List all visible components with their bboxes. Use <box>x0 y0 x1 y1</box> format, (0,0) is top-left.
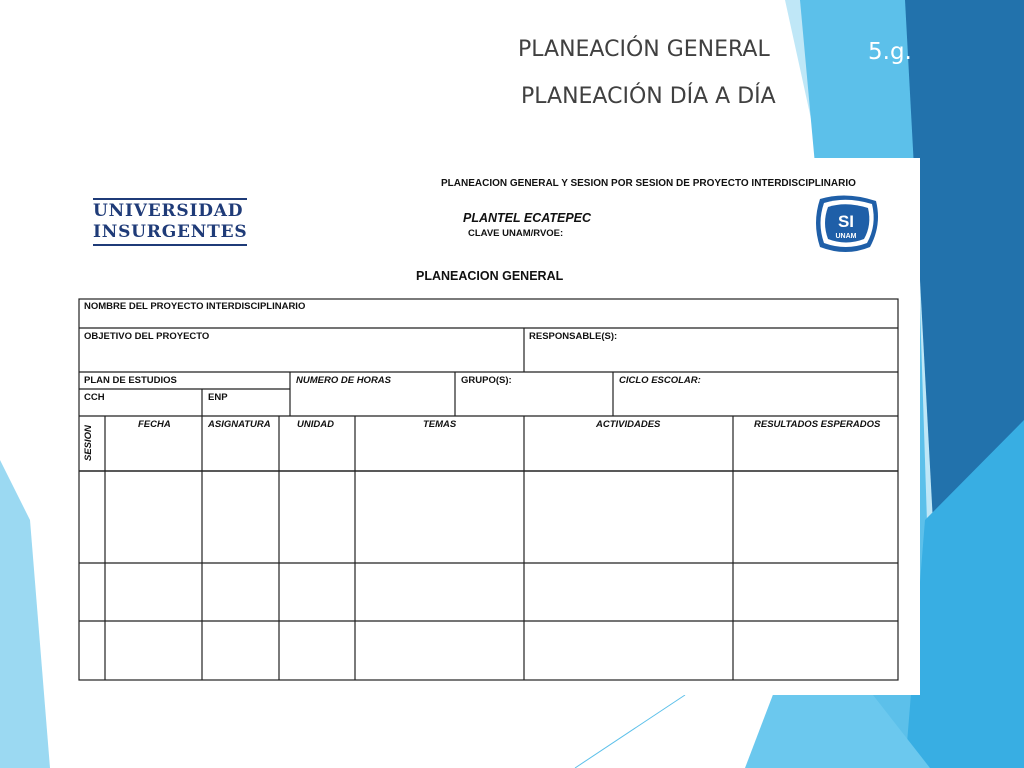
clave-label: CLAVE UNAM/RVOE: <box>468 228 564 239</box>
section-title: PLANEACION GENERAL <box>416 269 564 283</box>
field-responsible: RESPONSABLE(S): <box>529 331 618 342</box>
column-header-sesion: SESION <box>83 425 94 461</box>
column-header-asignatura: ASIGNATURA <box>208 419 271 430</box>
logo-line2: INSURGENTES <box>93 222 248 242</box>
logo-line1: UNIVERSIDAD <box>93 201 244 221</box>
field-hours: NUMERO DE HORAS <box>296 375 392 386</box>
field-cch: CCH <box>84 392 105 403</box>
column-header-unidad: UNIDAD <box>297 419 334 430</box>
bg-shape-left <box>0 460 50 768</box>
slide-title-line2: PLANEACIÓN DÍA A DÍA <box>521 84 776 109</box>
field-group: GRUPO(S): <box>461 375 512 386</box>
bg-line <box>575 695 685 768</box>
plantel-label: PLANTEL ECATEPEC <box>463 211 592 225</box>
field-plan: PLAN DE ESTUDIOS <box>84 375 177 386</box>
column-header-resultados: RESULTADOS ESPERADOS <box>754 419 881 430</box>
field-enp: ENP <box>208 392 228 403</box>
column-header-actividades: ACTIVIDADES <box>596 419 661 430</box>
slide-title-line1: PLANEACIÓN GENERAL <box>518 37 770 62</box>
field-cycle: CICLO ESCOLAR: <box>619 375 701 386</box>
slide-number: 5.g. <box>868 39 912 65</box>
badge-subtext: UNAM <box>835 233 857 240</box>
column-header-fecha: FECHA <box>138 419 171 430</box>
badge-text: SI <box>837 212 855 231</box>
field-project-name: NOMBRE DEL PROYECTO INTERDISCIPLINARIO <box>84 301 306 312</box>
document-header-title: PLANEACION GENERAL Y SESION POR SESION DE PROYECTO INTERDISCIPLINARIO <box>441 178 856 189</box>
column-header-temas: TEMAS <box>423 419 457 430</box>
field-objective: OBJETIVO DEL PROYECTO <box>84 331 210 342</box>
planning-form-document <box>72 158 920 695</box>
